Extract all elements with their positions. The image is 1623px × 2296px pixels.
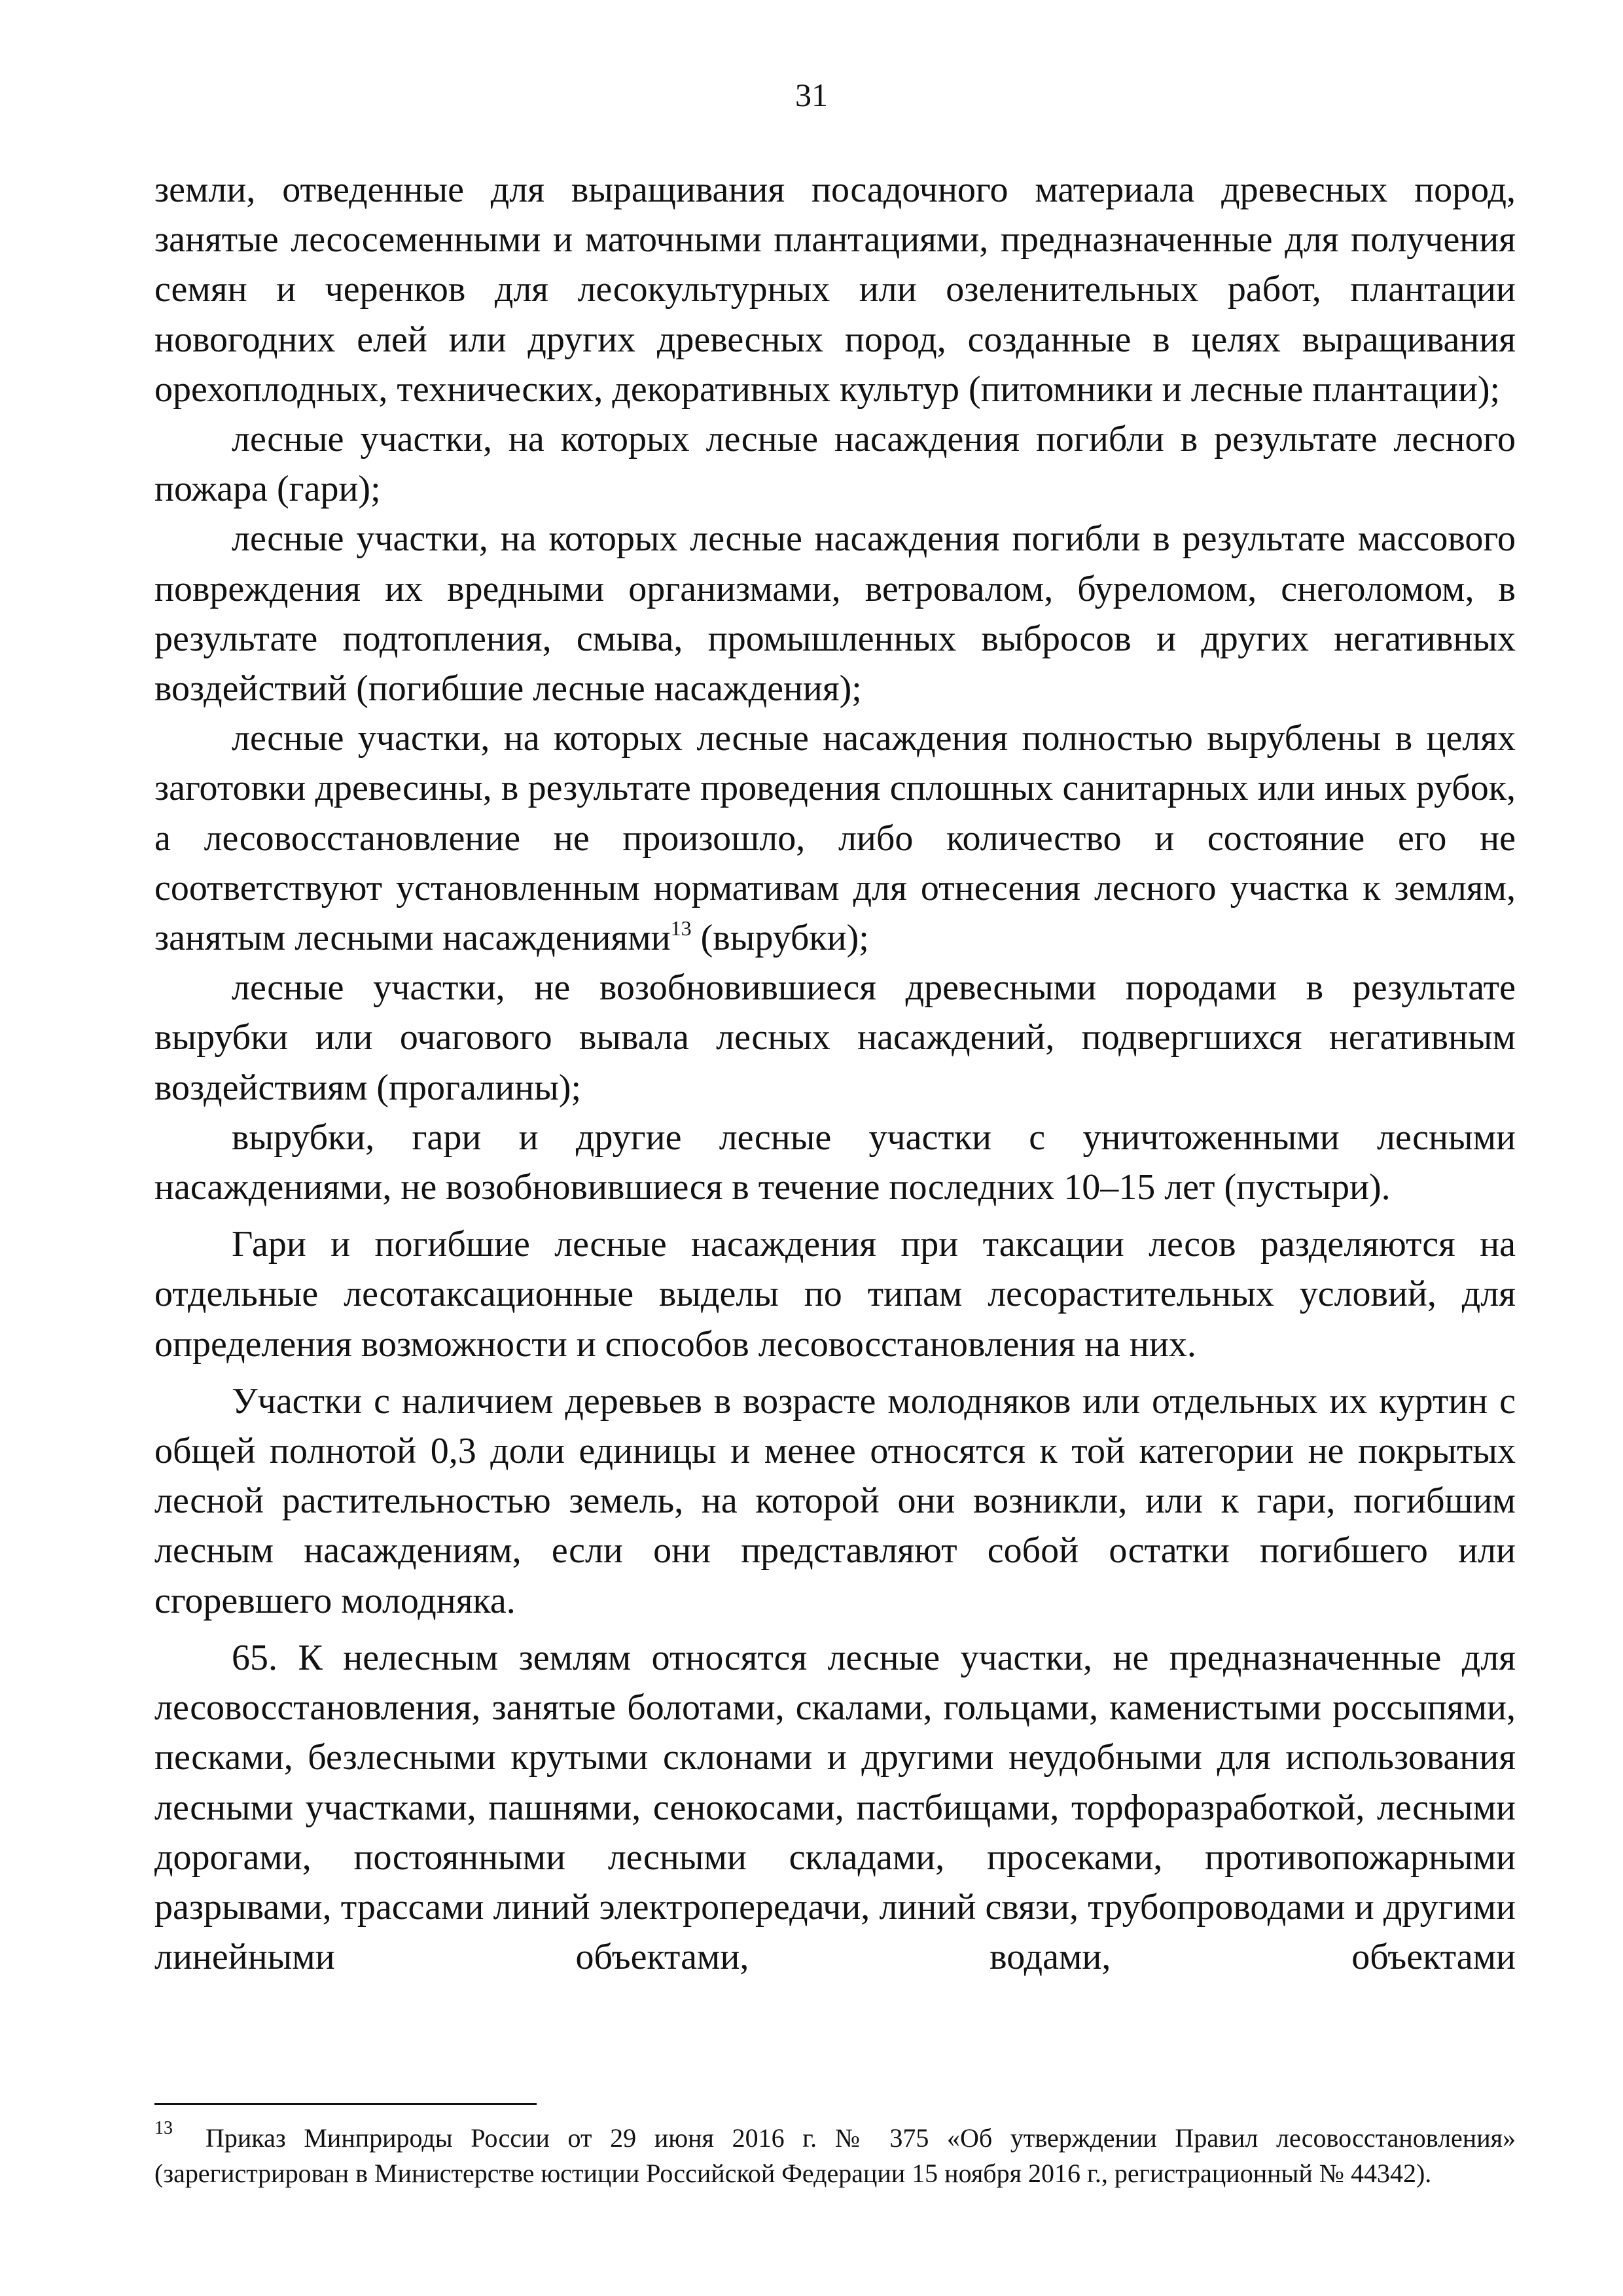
paragraph-wastelands: вырубки, гари и другие лесные участки с уничтоженными лесными насаждениями, не возобновившиеся в течение последних 10–15 лет (пустыри). <box>154 1117 1516 1208</box>
footnote-separator <box>154 2103 537 2105</box>
paragraph-continuation: земли, отведенные для выращивания посадочного материала древесных пород, занятые лесосеменными и маточными плантациями, предназначенные для получения семян и черенков для лесокультурных или озеленительных работ, плантации новогодних елей или других древесных пород, созданные в целях выращивания орехоплодных, технических, декоративных культур (питомники и лесные плантации); <box>154 170 1516 410</box>
paragraph-clearcuts-tail: (вырубки); <box>691 918 869 959</box>
page-number: 31 <box>795 77 828 113</box>
paragraph-clearcuts <box>154 713 1516 963</box>
document-body <box>154 165 1516 1982</box>
paragraph-glades: лесные участки, не возобновившиеся древесными породами в результате вырубки или очагового вывала лесных насаждений, подвергшихся негативным воздействиям (прогалины); <box>154 967 1516 1108</box>
paragraph-clearcuts-text: лесные участки, на которых лесные насаждения полностью вырублены в целях заготовки древесины, в результате проведения сплошных санитарных или иных рубок, а лесовосстановление не произошло, либо количество и состояние его не соответствуют установленным нормативам для отнесения лесного участка к землям, занятым лесными насаждениями <box>154 718 1516 959</box>
paragraph-dead-stands: лесные участки, на которых лесные насаждения погибли в результате массового повреждения их вредными организмами, ветровалом, буреломом, снеголомом, в результате подтопления, смыва, промышленных выбросов и других негативных воздействий (погибшие лесные насаждения); <box>154 518 1516 709</box>
paragraph-65-non-forest-lands: 65. К нелесным землям относятся лесные участки, не предназначенные для лесовосстановления, занятые болотами, скалами, гольцами, каменистыми россыпями, песками, безлесными крутыми склонами и другими неудобными для использования лесными участками, пашнями, сенокосами, пастбищами, торфоразработкой, лесными дорогами, постоянными лесными складами, просеками, противопожарными разрывами, трассами линий электропередачи, линий связи, трубопроводами и другими линейными объектами, водами, объектами <box>154 1637 1516 1978</box>
footnote-number: 13 <box>154 2118 173 2138</box>
paragraph-taxation: Гари и погибшие лесные насаждения при таксации лесов разделяются на отдельные лесотаксационные выделы по типам лесорастительных условий, для определения возможности и способов лесовосстановления на них. <box>154 1224 1516 1365</box>
footnote <box>154 2118 1516 2191</box>
footnote-reference[interactable]: 13 <box>670 916 692 941</box>
footnote-text: Приказ Минприроды России от 29 июня 2016 г. № 375 «Об утверждении Правил лесовосстановления» (зарегистрирован в Министерстве юстиции Российской Федерации 15 ноября 2016 г., регистрационный № 44342). <box>154 2123 1516 2188</box>
paragraph-young-stands: Участки с наличием деревьев в возрасте молодняков или отдельных их куртин с общей полнотой 0,3 доли единицы и менее относятся к той категории не покрытых лесной растительностью земель, на которой они возникли, или к гари, погибшим лесным насаждениям, если они представляют собой остатки погибшего или сгоревшего молодняка. <box>154 1380 1516 1621</box>
paragraph-burned-areas: лесные участки, на которых лесные насаждения погибли в результате лесного пожара (гари); <box>154 419 1516 510</box>
